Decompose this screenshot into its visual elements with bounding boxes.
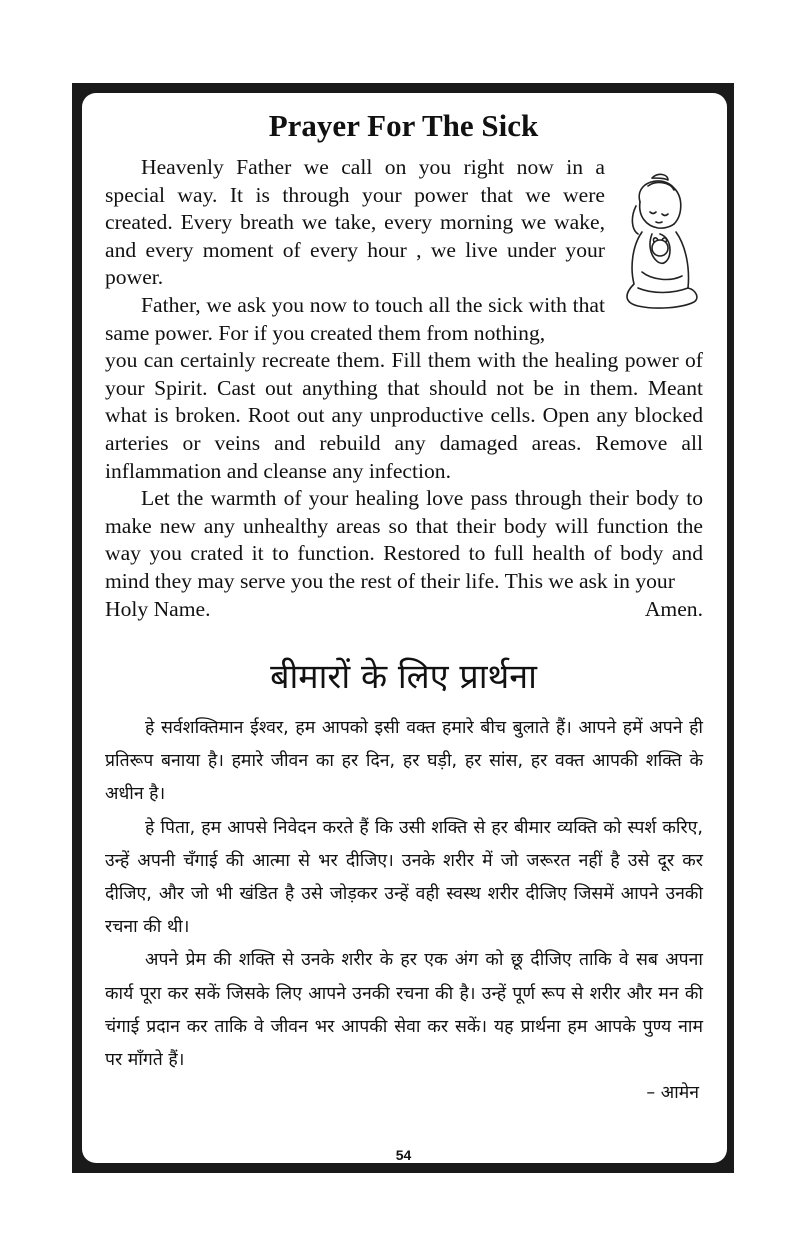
english-paragraph-1: Heavenly Father we call on you right now in a special way. It is through your power that we were created. Every breath we take, every morning we wake, and every moment of every hour , we live under your power. [105, 155, 605, 290]
hindi-paragraph-3: अपने प्रेम की शक्ति से उनके शरीर के हर एक अंग को छू दीजिए ताकि वे सब अपना कार्य पूरा कर सकें जिसके लिए आपने उनकी रचना की है। उन्हें पूर्ण रूप से शरीर और मन की चंगाई प्रदान कर ताकि वे जीवन भर आपकी सेवा कर सकें। यह प्रार्थना हम आपके पुण्य नाम पर माँगते हैं। [105, 950, 703, 1071]
english-paragraph-3: Let the warmth of your healing love pass through their body to make new any unhealthy areas so that their body will function the way you crated it to function. Restored to full health of body and mind they may serve you the rest of their life. This we ask in your [105, 486, 703, 593]
english-amen: Amen. [644, 596, 703, 621]
english-title: Prayer For The Sick [268, 108, 539, 143]
hindi-paragraph-2: हे पिता, हम आपसे निवेदन करते हैं कि उसी शक्ति से हर बीमार व्यक्ति को स्पर्श करिए, उन्हें अपनी चँगाई की आत्मा से भर दीजिए। उनके शरीर में जो जरूरत नहीं है उसे दूर कर दीजिए, और जो भी खंडित है उसे जोड़कर उन्हें वही स्वस्थ शरीर दीजिए जिसमें आपने उनकी रचना की थी। [105, 817, 703, 938]
hindi-title: बीमारों के लिए प्रार्थना [270, 657, 537, 697]
page-number: 54 [395, 1147, 412, 1163]
english-prayer [105, 154, 703, 623]
hindi-prayer [105, 712, 703, 1110]
hindi-amen: – आमेन [646, 1083, 699, 1104]
english-closing-left: Holy Name. [105, 596, 211, 621]
english-paragraph-2-top: Father, we ask you now to touch all the sick with that same power. For if you created them from nothing, [105, 292, 605, 345]
hindi-paragraph-1: हे सर्वशक्तिमान ईश्वर, हम आपको इसी वक्त हमारे बीच बुलाते हैं। आपने हमें अपने ही प्रतिरूप बनाया है। हमारे जीवन का हर दिन, हर घड़ी, हर सांस, हर वक्त आपकी शक्ति के अधीन है। [105, 718, 703, 805]
english-closing [105, 596, 703, 624]
english-paragraph-2-rest: you can certainly recreate them. Fill them with the healing power of your Spirit. Cast out anything that should not be in them. Meant what is broken. Root out any unproductive cells. Open any blocked arteries or veins and rebuild any damaged areas. Remove all inflammation and cleanse any infection. [105, 348, 703, 483]
